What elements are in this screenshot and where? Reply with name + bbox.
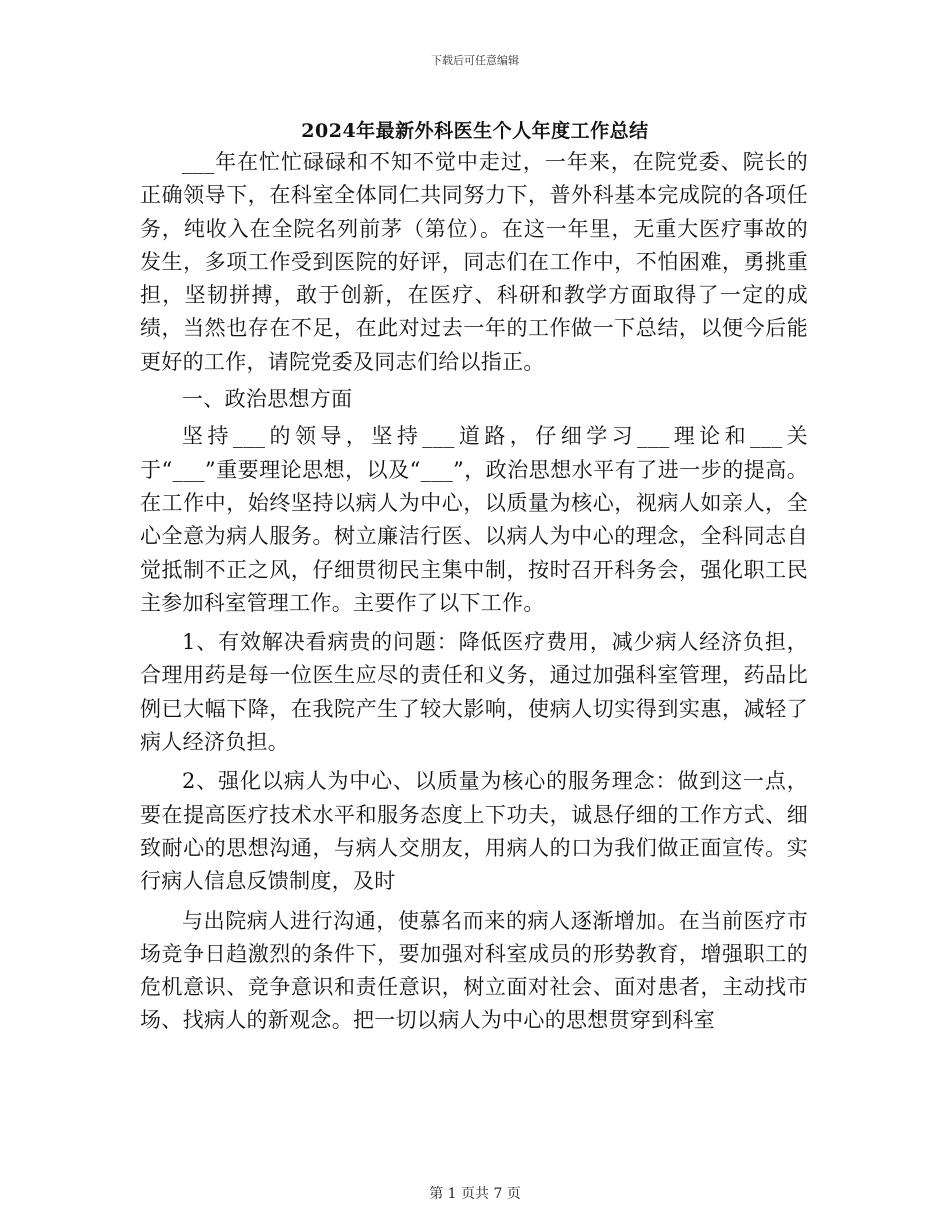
page-footer: 第 1 页共 7 页 bbox=[429, 1186, 521, 1202]
section-heading: 一、政治思想方面 bbox=[182, 387, 353, 412]
paragraph-political: 坚持___的领导，坚持___道路，仔细学习___理论和___关于“___”重要理论思想，以及“___”，政治思想水平有了进一步的提高。在工作中，始终坚持以病人为中心，以质量为核心，视病人如亲人，全心全意为病人服务。树立廉洁行医、以病人为中心的理念，全科同志自觉抵制不正之风，仔细贯彻民主集中制，按时召开科务会，强化职工民主参加科室管理工作。主要作了以下工作。 bbox=[140, 424, 808, 615]
paragraph-continuation: 与出院病人进行沟通，使慕名而来的病人逐渐增加。在当前医疗市场竞争日趋激烈的条件下，要加强对科室成员的形势教育，增强职工的危机意识、竞争意识和责任意识，树立面对社会、面对患者，主动找市场、找病人的新观念。把一切以病人为中心的思想贯穿到科室 bbox=[140, 908, 808, 1033]
page-header: 下载后可任意编辑 bbox=[431, 54, 519, 67]
paragraph-intro: ___年在忙忙碌碌和不知不觉中走过，一年来，在院党委、院长的正确领导下，在科室全体同仁共同努力下，普外科基本完成院的各项任务，纯收入在全院名列前茅（第位）。在这一年里，无重大医疗事故的发生，多项工作受到医院的好评，同志们在工作中，不怕困难，勇挑重担，坚韧拼搏，敢于创新，在医疗、科研和教学方面取得了一定的成绩，当然也存在不足，在此对过去一年的工作做一下总结，以便今后能更好的工作，请院党委及同志们给以指正。 bbox=[140, 150, 808, 374]
document-body bbox=[140, 146, 808, 1038]
paragraph-item-2: 2、强化以病人为中心、以质量为核心的服务理念：做到这一点，要在提高医疗技术水平和服务态度上下功夫，诚恳仔细的工作方式、细致耐心的思想沟通，与病人交朋友，用病人的口为我们做正面宣传。实行病人信息反馈制度，及时 bbox=[140, 769, 808, 894]
paragraph-item-1: 1、有效解决看病贵的问题：降低医疗费用，减少病人经济负担，合理用药是每一位医生应尽的责任和义务，通过加强科室管理，药品比例已大幅下降，在我院产生了较大影响，使病人切实得到实惠，减轻了病人经济负担。 bbox=[140, 630, 808, 755]
document-title: 2024年最新外科医生个人年度工作总结 bbox=[301, 120, 649, 142]
